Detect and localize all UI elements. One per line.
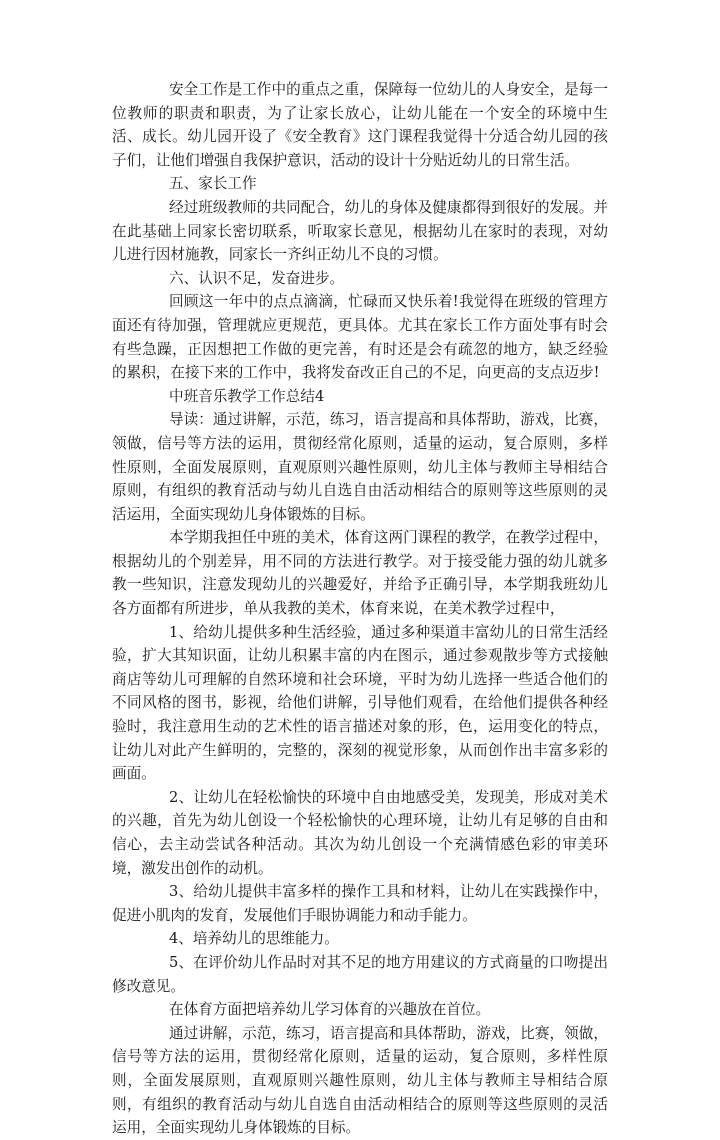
paragraph-review: 回顾这一年中的点点滴滴，忙碌而又快乐着!我觉得在班级的管理方面还有待加强，管理就应更规范，更具体。尤其在家长工作方面处事有时会有些急躁，正因想把工作做的更完善，有时还是会有疏忽的地方，缺乏经验的累积，在接下来的工作中，我将发奋改正自己的不足，向更高的支点迈步! <box>112 293 608 382</box>
heading-summary-4: 中班音乐教学工作总结4 <box>169 387 325 405</box>
paragraph-item-5: 5、在评价幼儿作品时对其不足的地方用建议的方式商量的口吻提出修改意见。 <box>112 953 608 995</box>
paragraph-pe-methods: 通过讲解，示范，练习，语言提高和具体帮助，游戏，比赛，领做，信号等方法的运用，贯彻经常化原则，适量的运动，复合原则，多样性原则，全面发展原则，直观原则兴趣性原则，幼儿主体与教师主导相结合原则，有组织的教育活动与幼儿自选自由活动相结合的原则等这些原则的灵活运用，全面实现幼儿身体锻炼的目标。 <box>112 1024 608 1137</box>
paragraph-item-1: 1、给幼儿提供多种生活经验，通过多种渠道丰富幼儿的日常生活经验，扩大其知识面，让幼儿积累丰富的内在图示，通过参观散步等方式接触商店等幼儿可理解的自然环境和社会环境，平时为幼儿选择一些适合他们的不同风格的图书，影视，给他们讲解，引导他们观看，在给他们提供各种经验时，我注意用生动的艺术性的语言描述对象的形，色，运用变化的特点，让幼儿对此产生鲜明的，完整的，深刻的视觉形象，从而创作出丰富多彩的画面。 <box>112 623 608 783</box>
heading-pe: 在体育方面把培养幼儿学习体育的兴趣放在首位。 <box>169 1001 491 1019</box>
heading-shortcomings: 六、认识不足，发奋进步。 <box>169 269 345 287</box>
paragraph-item-4: 4、培养幼儿的思维能力。 <box>169 930 339 948</box>
paragraph-item-3: 3、给幼儿提供丰富多样的操作工具和材料，让幼儿在实践操作中，促进小肌肉的发育，发展他们手眼协调能力和动手能力。 <box>112 883 608 924</box>
paragraph-semester: 本学期我担任中班的美术，体育这两门课程的教学，在教学过程中，根据幼儿的个别差异，用不同的方法进行教学。对于接受能力强的幼儿就多教一些知识，注意发现幼儿的兴趣爱好，并给予正确引导，本学期我班幼儿各方面都有所进步，单从我教的美术，体育来说，在美术教学过程中， <box>112 529 608 618</box>
paragraph-parent-work: 经过班级教师的共同配合，幼儿的身体及健康都得到很好的发展。并在此基础上同家长密切联系，听取家长意见，根据幼儿在家时的表现，对幼儿进行因材施教，同家长一齐纠正幼儿不良的习惯。 <box>112 198 608 264</box>
heading-parent-work: 五、家长工作 <box>169 175 257 193</box>
paragraph-intro: 导读：通过讲解，示范，练习，语言提高和具体帮助，游戏，比赛，领做，信号等方法的运用，贯彻经常化原则，适量的运动，复合原则，多样性原则，全面发展原则，直观原则兴趣性原则，幼儿主体与教师主导相结合原则，有组织的教育活动与幼儿自选自由活动相结合的原则等这些原则的灵活运用，全面实现幼儿身体锻炼的目标。 <box>112 411 608 523</box>
paragraph-item-2: 2、让幼儿在轻松愉快的环境中自由地感受美，发现美，形成对美术的兴趣，首先为幼儿创设一个轻松愉快的心理环境，让幼儿有足够的自由和信心，去主动尝试各种活动。其次为幼儿创设一个充满情感色彩的审美环境，激发出创作的动机。 <box>112 788 608 877</box>
paragraph-safety: 安全工作是工作中的重点之重，保障每一位幼儿的人身安全，是每一位教师的职责和职责，为了让家长放心，让幼儿能在一个安全的环境中生活、成长。幼儿园开设了《安全教育》这门课程我觉得十分适合幼儿园的孩子们，让他们增强自我保护意识，活动的设计十分贴近幼儿的日常生活。 <box>112 81 608 169</box>
document-body <box>0 78 720 1140</box>
